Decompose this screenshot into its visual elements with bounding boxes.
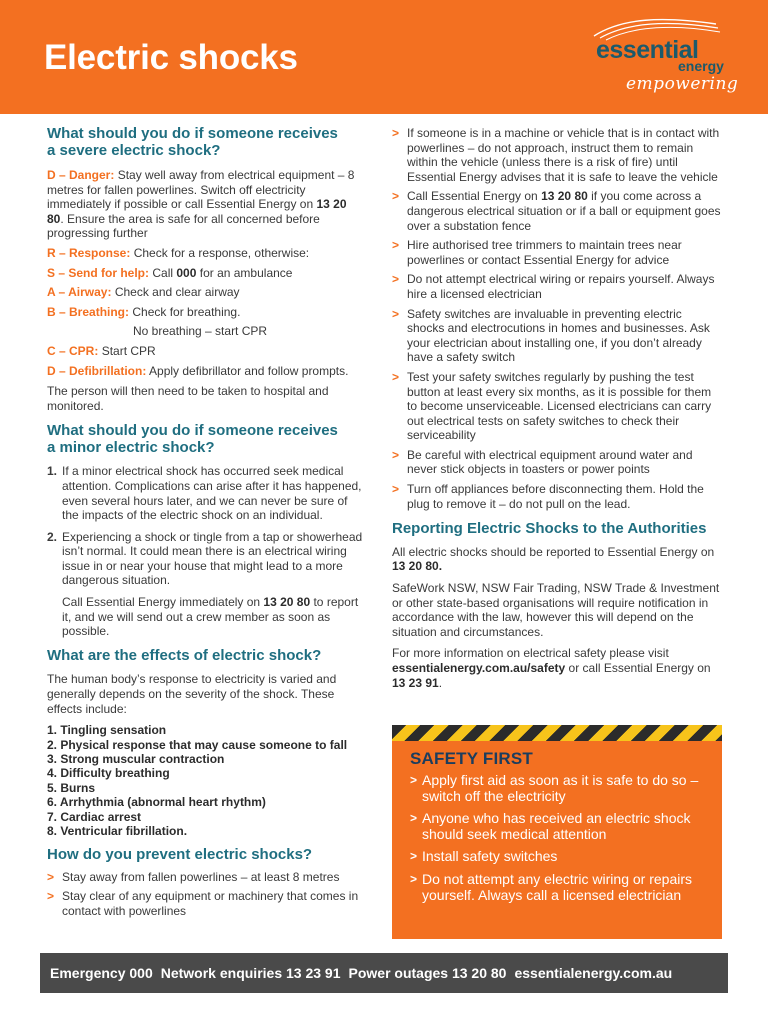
report-paragraph-3 <box>392 646 722 690</box>
drsabcd-key: B – Breathing: <box>47 304 130 319</box>
drsabcd-text: Check for a response, otherwise: <box>133 245 310 260</box>
drsabcd-danger <box>47 168 365 241</box>
list-item: 5. Burns <box>47 780 96 795</box>
drsabcd-cpr <box>47 344 365 359</box>
phone-number: 13 20 80 <box>541 189 588 204</box>
report-text: All electric shocks should be reported to Essential Energy on <box>392 544 715 559</box>
list-text <box>407 189 722 233</box>
safety-first-title <box>410 749 533 769</box>
logo-tagline: empowering <box>626 74 739 94</box>
drsabcd-text: No breathing – start CPR <box>133 324 268 339</box>
report-text: For more information on electrical safety please visit <box>392 646 669 661</box>
list-text: Stay away from fallen powerlines – at least 8 metres <box>62 869 340 884</box>
drsabcd-text-after: . Ensure the area is safe for all concerned before progressing further <box>47 211 320 241</box>
report-paragraph-1 <box>392 545 722 574</box>
list-text: Turn off appliances before disconnecting them. Hold the plug to remove it – do not pull on the lead. <box>407 482 704 511</box>
list-item <box>392 272 722 301</box>
safety-item <box>410 872 710 903</box>
heading-minor-shock: What should you do if someone receives a minor electric shock? <box>47 422 338 456</box>
list-item <box>392 189 722 233</box>
drsabcd-text: Call <box>152 265 177 280</box>
chevron-right-icon: > <box>392 189 400 204</box>
heading-severe-shock: What should you do if someone receives a severe electric shock? <box>47 125 338 159</box>
footer-outages: Power outages 13 20 80 <box>348 965 507 981</box>
drsabcd-text: Check and clear airway <box>114 285 240 300</box>
footer-website-link[interactable]: essentialenergy.com.au <box>514 965 673 981</box>
list-item: 4. Difficulty breathing <box>47 766 170 781</box>
list-text: Do not attempt electrical wiring or repairs yourself. Always hire a licensed electrician <box>407 272 715 301</box>
call-text-after: if you come across a dangerous electrical situation or if a ball or equipment goes over a substation fence <box>407 189 721 233</box>
chevron-right-icon: > <box>410 773 418 787</box>
list-item <box>392 238 722 267</box>
list-item <box>392 307 722 365</box>
contact-footer <box>40 953 728 993</box>
drsabcd-key: C – CPR: <box>47 343 99 358</box>
safety-list <box>410 773 710 910</box>
safety-website-link[interactable]: essentialenergy.com.au/safety <box>392 660 566 675</box>
prevent-list-continued <box>392 126 722 511</box>
report-paragraph-2: SafeWork NSW, NSW Fair Trading, NSW Trade & Investment or other state-based organisations will require notification in accordance with the law, however this will depend on the situation and circumstances. <box>392 580 720 639</box>
list-item <box>392 370 722 443</box>
minor-shock-list <box>47 464 365 639</box>
chevron-right-icon: > <box>410 811 418 826</box>
prevent-list <box>47 870 365 919</box>
chevron-right-icon: > <box>392 306 400 321</box>
drsabcd-key: D – Danger: <box>47 168 115 182</box>
list-text: Safety switches are invaluable in preventing electric shocks and electrocutions in homes and businesses. Ask your electrician about installing one, if you don’t already have a safety switch <box>407 306 710 365</box>
drsabcd-no-breathing <box>47 324 365 339</box>
drsabcd-text: Apply defibrillator and follow prompts. <box>149 363 349 378</box>
list-item: 2. Physical response that may cause someone to fall <box>47 737 348 752</box>
call-text: Call Essential Energy immediately on <box>62 595 264 610</box>
logo-word-energy: energy <box>678 58 724 74</box>
heading-effects: What are the effects of electric shock? <box>47 646 322 664</box>
drsabcd-text: Check for breathing. <box>132 304 241 319</box>
chevron-right-icon: > <box>392 238 400 253</box>
heading-prevent: How do you prevent electric shocks? <box>47 846 313 864</box>
safety-item <box>410 849 710 865</box>
drsabcd-list <box>47 168 365 378</box>
essential-energy-logo <box>592 14 739 106</box>
list-item <box>47 464 365 522</box>
effects-intro: The human body’s response to electricity is varied and generally depends on the severity of the shock. These effects include: <box>47 672 337 716</box>
list-item: 1. Tingling sensation <box>47 723 167 738</box>
footer-network: Network enquiries 13 23 91 <box>160 965 341 981</box>
list-text: If someone is in a machine or vehicle that is in contact with powerlines – do not approach, instruct them to remain within the vehicle (unless there is a risk of fire) until Essential Energy advises that it is safe to leave the vehicle <box>407 126 720 184</box>
report-text: or call Essential Energy on <box>565 660 711 675</box>
drsabcd-send <box>47 266 365 281</box>
logo-word-essential: essential <box>596 36 699 64</box>
chevron-right-icon: > <box>47 869 55 884</box>
page-header <box>0 0 768 114</box>
page-title: Electric shocks <box>44 38 298 77</box>
safety-first-box <box>392 725 722 939</box>
call-text-after: to report it, and we will send out a crew member as soon as possible. <box>62 595 359 639</box>
phone-number: 13 20 80. <box>392 559 443 574</box>
chevron-right-icon: > <box>47 889 55 904</box>
list-text: Test your safety switches regularly by pushing the test button at least every six months, as it is possible for them to become unserviceable. Licensed electricians can carry out electrical tests on safety switches to check their serviceability <box>407 369 712 443</box>
list-item <box>47 889 365 918</box>
safety-item <box>410 773 710 804</box>
right-column <box>392 126 722 690</box>
phone-number: 13 20 80 <box>263 595 311 610</box>
chevron-right-icon: > <box>410 871 418 886</box>
list-item <box>47 530 365 588</box>
heading-reporting: Reporting Electric Shocks to the Authorities <box>392 520 707 538</box>
list-item: 8. Ventricular fibrillation. <box>47 823 188 838</box>
drsabcd-key: R – Response: <box>47 245 131 260</box>
hospital-note: The person will then need to be taken to hospital and monitored. <box>47 384 329 413</box>
drsabcd-defibrillation <box>47 364 365 379</box>
list-text: Experiencing a shock or tingle from a tap or showerhead isn’t normal. It could mean there is an electrical wiring issue in or near your house that might lead to a more dangerous situation. <box>62 529 363 588</box>
phone-number: 000 <box>176 265 197 280</box>
chevron-right-icon: > <box>392 482 400 497</box>
list-text: Be careful with electrical equipment around water and never stick objects in toasters or power points <box>407 447 693 477</box>
list-number: 2. <box>47 529 58 544</box>
hazard-stripe <box>392 725 722 741</box>
safety-item-text: Apply first aid as soon as it is safe to do so – switch off the electricity <box>422 772 699 804</box>
chevron-right-icon: > <box>410 849 418 864</box>
call-text: Call Essential Energy on <box>407 189 542 204</box>
drsabcd-text: Stay well away from electrical equipment – 8 metres for fallen powerlines. Switch off electricity immediately if possible or call Essential Energy on <box>47 168 355 212</box>
chevron-right-icon: > <box>392 272 400 287</box>
list-text: Stay clear of any equipment or machinery that comes in contact with powerlines <box>62 889 359 919</box>
safety-item-text: Do not attempt any electric wiring or repairs yourself. Always call a licensed electrician <box>422 870 692 903</box>
list-number: 1. <box>47 464 58 479</box>
chevron-right-icon: > <box>392 369 400 384</box>
footer-emergency: Emergency 000 <box>50 965 153 981</box>
list-item: 3. Strong muscular contraction <box>47 751 225 766</box>
list-item <box>47 870 365 885</box>
list-text: Hire authorised tree trimmers to maintain trees near powerlines or contact Essential Energy for advice <box>407 238 682 267</box>
list-item <box>392 482 722 511</box>
list-item: 7. Cardiac arrest <box>47 809 142 824</box>
chevron-right-icon: > <box>392 126 400 140</box>
effects-list <box>47 723 365 838</box>
list-item <box>392 126 722 184</box>
drsabcd-airway <box>47 285 365 300</box>
left-column <box>47 126 365 919</box>
phone-number: 13 23 91 <box>392 675 439 690</box>
drsabcd-key: S – Send for help: <box>47 265 150 280</box>
call-report-note <box>47 595 365 639</box>
drsabcd-breathing <box>47 305 365 320</box>
drsabcd-key: D – Defibrillation: <box>47 363 147 378</box>
safety-item-text: Install safety switches <box>422 848 558 865</box>
report-text: . <box>438 675 443 690</box>
safety-title-text: SAFETY FIRST <box>410 749 533 768</box>
drsabcd-text: Start CPR <box>101 343 156 358</box>
list-text: If a minor electrical shock has occurred seek medical attention. Complications can arise after it has happened, even several hours later, and we can never be sure of the impacts of the electric shock on an individual. <box>62 464 362 523</box>
drsabcd-key: A – Airway: <box>47 285 112 300</box>
list-item: 6. Arrhythmia (abnormal heart rhythm) <box>47 795 266 810</box>
drsabcd-text-after: for an ambulance <box>196 265 293 280</box>
phone-number: 13 20 80 <box>47 197 347 226</box>
safety-item <box>410 811 710 842</box>
list-item <box>392 448 722 477</box>
chevron-right-icon: > <box>392 447 400 462</box>
safety-item-text: Anyone who has received an electric shock should seek medical attention <box>422 810 691 842</box>
drsabcd-response <box>47 246 365 261</box>
